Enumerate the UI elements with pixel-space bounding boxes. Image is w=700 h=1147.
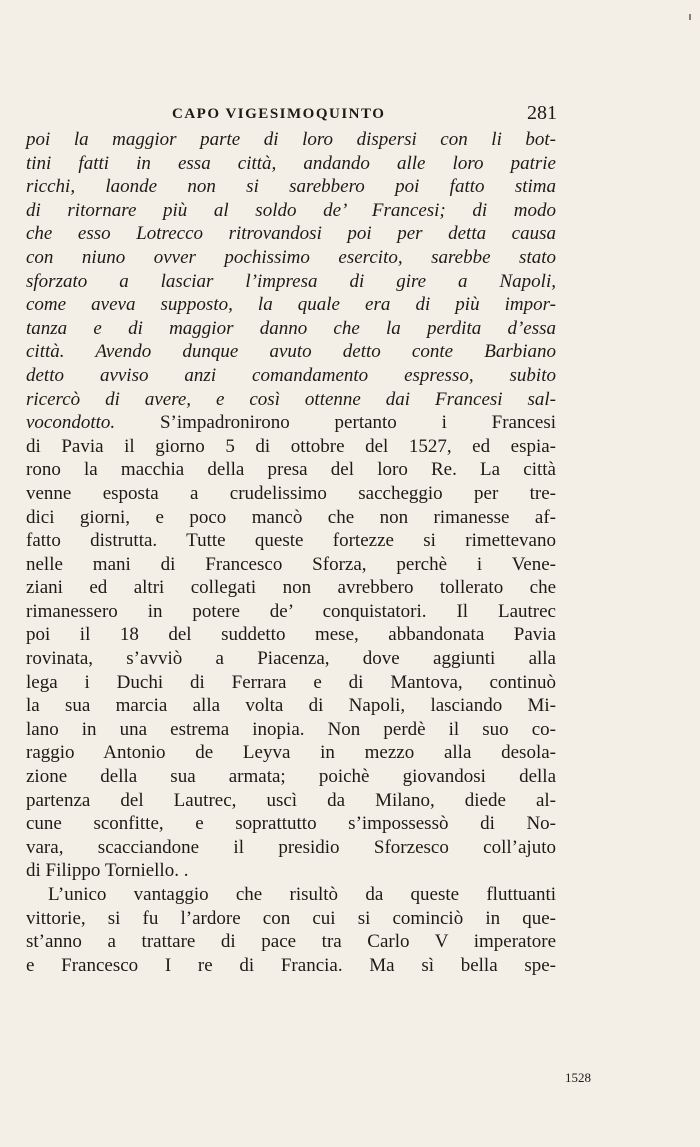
text-line: vittorie, si fu l’ardore con cui si cominciò in que-	[26, 907, 556, 929]
text-line: sforzato a lasciar l’impresa di gire a Napoli,	[26, 270, 556, 292]
text-line: di ritornare più al soldo de’ Francesi; di modo	[26, 199, 556, 221]
text-line: ricercò di avere, e così ottenne dai Francesi sal-	[26, 388, 556, 410]
text-line: rimanessero in potere de’ conquistatori. Il Lautrec	[26, 600, 556, 622]
page-number: 281	[527, 102, 557, 124]
text-line: tini fatti in essa città, andando alle loro patrie	[26, 152, 556, 174]
margin-year-note: 1528	[565, 1070, 591, 1085]
text-line: che esso Lotrecco ritrovandosi poi per detta causa	[26, 223, 556, 245]
text-line: venne esposta a crudelissimo saccheggio per tre-	[26, 482, 556, 504]
text-line: cune sconfitte, e soprattutto s’impossessò di No-	[26, 813, 556, 835]
text-line: L’unico vantaggio che risultò da queste fluttuanti	[48, 884, 556, 905]
text-line: nelle mani di Francesco Sforza, perchè i Vene-	[26, 553, 556, 575]
text-line: poi la maggior parte di loro dispersi con li bot-	[26, 129, 556, 150]
text-line: partenza del Lautrec, uscì da Milano, diede al-	[26, 789, 556, 811]
running-head: CAPO VIGESIMOQUINTO	[172, 106, 386, 122]
page-header	[172, 102, 557, 128]
text-line: come aveva supposto, la quale era di più impor-	[26, 294, 556, 316]
text-line: di Filippo Torniello. .	[26, 860, 189, 882]
text-line: poi il 18 del suddetto mese, abbandonata Pavia	[26, 624, 556, 646]
roman-fragment: S’impadronirono pertanto i Francesi	[115, 412, 556, 434]
text-line: detto avviso anzi comandamento espresso, subito	[26, 364, 556, 386]
text-line: città. Avendo dunque avuto detto conte Barbiano	[26, 341, 556, 363]
body-text	[26, 128, 556, 977]
text-line: vara, scacciandone il presidio Sforzesco coll’ajuto	[26, 836, 556, 858]
text-line: di Pavia il giorno 5 di ottobre del 1527, ed espia-	[26, 435, 556, 457]
text-line: tanza e di maggior danno che la perdita d’essa	[26, 317, 556, 339]
text-line: st’anno a trattare di pace tra Carlo V imperatore	[26, 931, 556, 953]
paragraph-2	[26, 883, 556, 977]
text-line: ricchi, laonde non si sarebbero poi fatto stima	[26, 176, 556, 198]
text-line: lega i Duchi di Ferrara e di Mantova, continuò	[26, 671, 556, 693]
text-line: lano in una estrema inopia. Non perdè il suo co-	[26, 718, 556, 740]
text-line: la sua marcia alla volta di Napoli, lasciando Mi-	[26, 695, 556, 717]
text-line: fatto distrutta. Tutte queste fortezze si rimettevano	[26, 530, 556, 552]
text-line	[26, 411, 556, 435]
text-line: e Francesco I re di Francia. Ma sì bella spe-	[26, 954, 556, 976]
paragraph-1	[26, 128, 556, 883]
text-line: rovinata, s’avviò a Piacenza, dove aggiunti alla	[26, 648, 556, 670]
italic-fragment: vocondotto.	[26, 412, 116, 434]
text-line: rono la macchia della presa del loro Re. La città	[26, 459, 556, 481]
text-line: raggio Antonio de Leyva in mezzo alla desola-	[26, 742, 556, 764]
text-line: dici giorni, e poco mancò che non rimanesse af-	[26, 506, 556, 528]
text-line: zione della sua armata; poichè giovandosi della	[26, 766, 556, 788]
text-line: ziani ed altri collegati non avrebbero tollerato che	[26, 577, 556, 599]
page-edge-mark	[689, 14, 691, 20]
text-line: con niuno ovver pochissimo esercito, sarebbe stato	[26, 246, 556, 268]
